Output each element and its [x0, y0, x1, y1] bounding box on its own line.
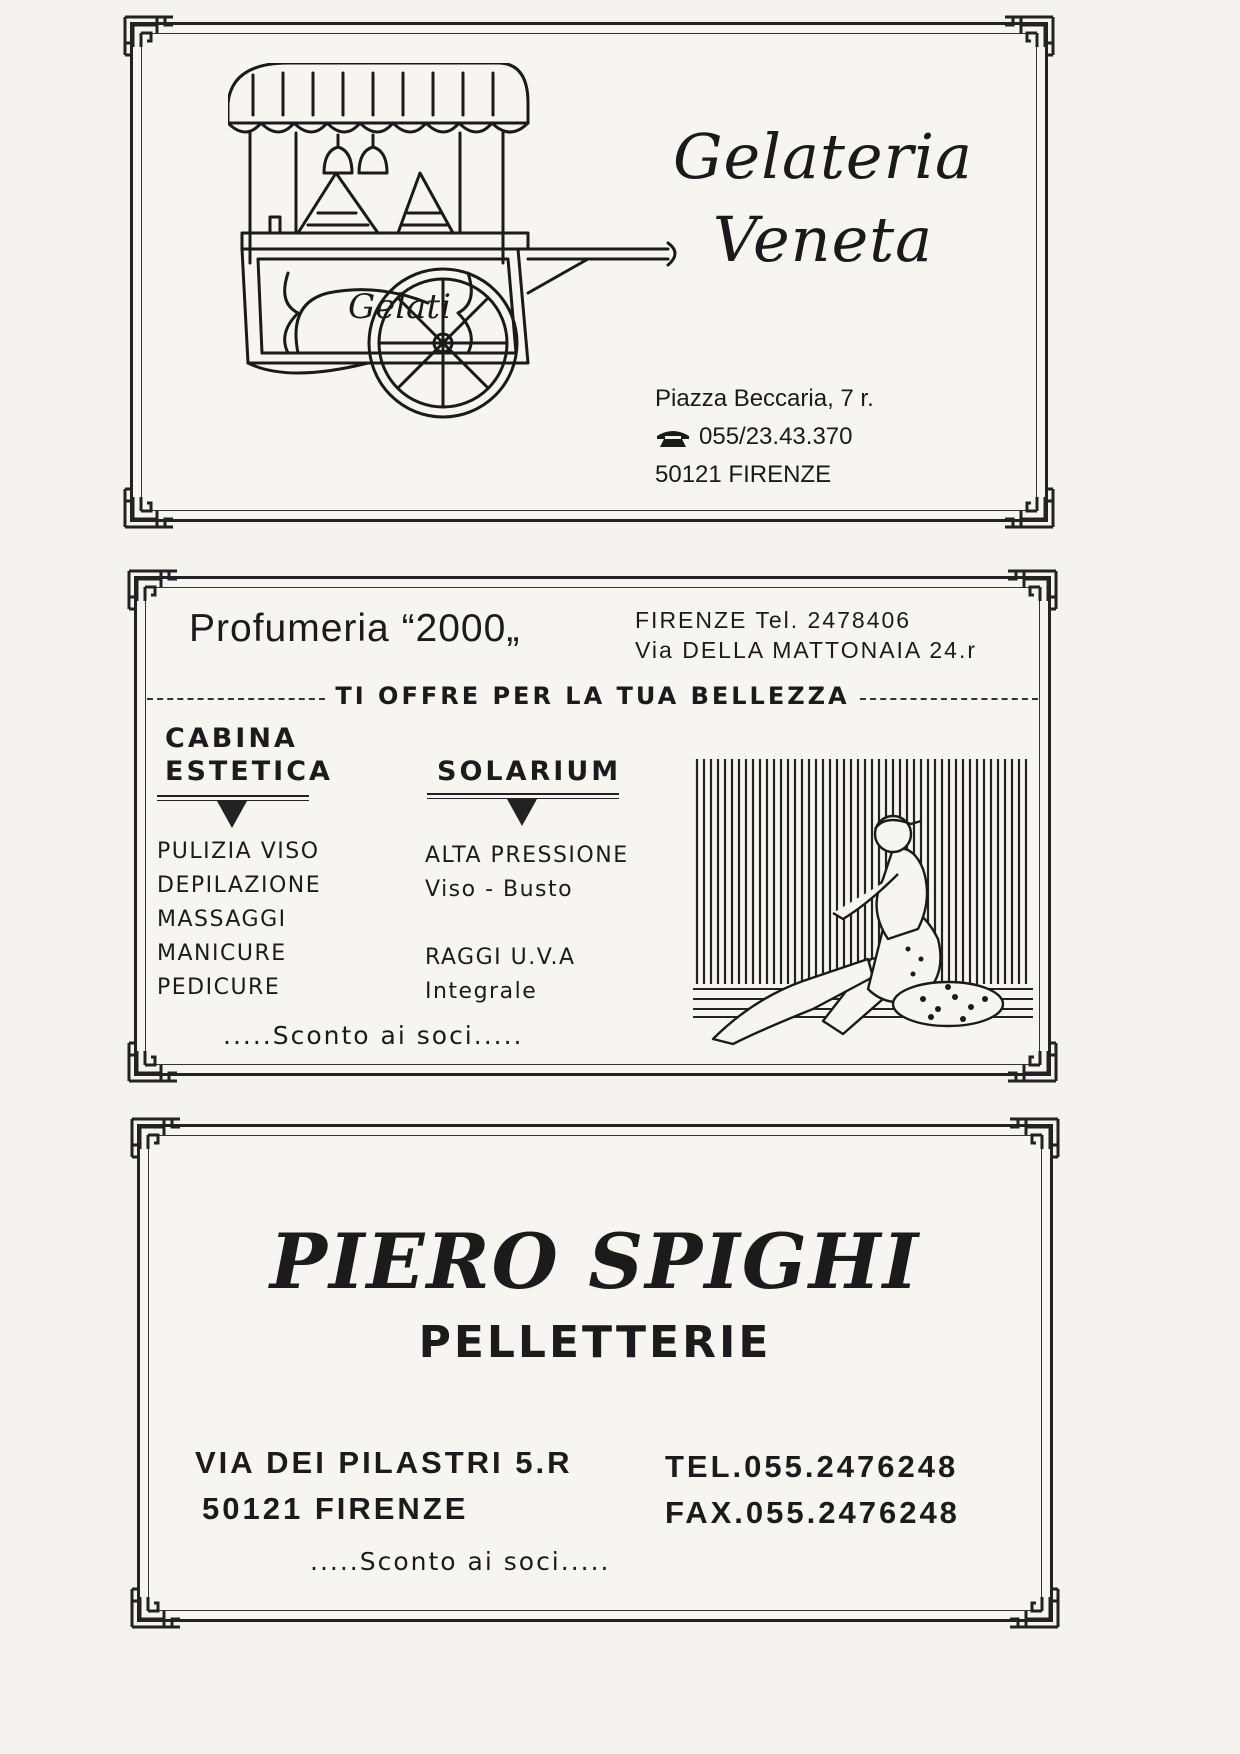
- triangle-down-icon: [507, 799, 537, 826]
- greek-key-corner-icon: [1001, 485, 1057, 531]
- sunbathing-woman-icon: [693, 759, 1033, 1049]
- list-item: [425, 907, 629, 941]
- cabina-estetica-heading: CABINA ESTETICA: [165, 723, 333, 787]
- list-item: PULIZIA VISO: [157, 839, 320, 864]
- cabina-services-list: [157, 835, 321, 1005]
- list-item: MANICURE: [157, 941, 287, 966]
- gelateria-name-line2: Veneta: [712, 203, 934, 276]
- solarium-heading: SOLARIUM: [437, 756, 622, 787]
- profumeria-2000-ad: [134, 576, 1051, 1076]
- greek-key-corner-icon: [1001, 13, 1057, 59]
- list-item: Integrale: [425, 979, 538, 1004]
- greek-key-corner-icon: [125, 567, 181, 613]
- cart-label: Gelati: [348, 287, 451, 327]
- dashed-divider: [860, 698, 1038, 700]
- dashed-divider: [147, 698, 325, 700]
- list-item: Viso - Busto: [425, 877, 574, 902]
- greek-key-corner-icon: [125, 1039, 181, 1085]
- profumeria-street: Via DELLA MATTONAIA 24.r: [635, 637, 978, 663]
- pelletterie-street: VIA DEI PILASTRI 5.R: [195, 1445, 573, 1480]
- profumeria-name: Profumeria “2000„: [189, 607, 521, 650]
- gelateria-phone: 055/23.43.370: [699, 423, 853, 450]
- heading-rule: [427, 793, 619, 795]
- heading-rule: [157, 795, 309, 797]
- pelletterie-subtitle: PELLETTERIE: [418, 1317, 772, 1368]
- greek-key-corner-icon: [128, 1585, 184, 1631]
- gelateria-veneta-ad: [130, 22, 1048, 522]
- list-item: MASSAGGI: [157, 907, 287, 932]
- greek-key-corner-icon: [1006, 1585, 1062, 1631]
- list-item: PEDICURE: [157, 975, 281, 1000]
- greek-key-corner-icon: [1004, 567, 1060, 613]
- list-item: ALTA PRESSIONE: [425, 843, 629, 868]
- gelateria-name-line1: Gelateria: [672, 120, 974, 193]
- tagline-row: [147, 681, 1038, 711]
- pelletterie-city: 50121 FIRENZE: [202, 1491, 469, 1526]
- triangle-down-icon: [217, 801, 247, 828]
- greek-key-corner-icon: [121, 13, 177, 59]
- piero-spighi-name: PIERO SPIGHI: [269, 1217, 921, 1306]
- pelletterie-fax: FAX.055.2476248: [665, 1495, 960, 1530]
- gelateria-city: 50121 FIRENZE: [655, 461, 832, 488]
- piero-spighi-ad: [137, 1124, 1053, 1622]
- solarium-services-list: [425, 839, 629, 1009]
- profumeria-discount: .....Sconto ai soci.....: [223, 1021, 524, 1050]
- gelateria-address: Piazza Beccaria, 7 r.: [655, 385, 874, 412]
- list-item: DEPILAZIONE: [157, 873, 322, 898]
- gelateria-phone-row: [655, 423, 852, 451]
- pelletterie-discount: .....Sconto ai soci.....: [310, 1547, 611, 1576]
- telephone-icon: [655, 428, 691, 448]
- greek-key-corner-icon: [121, 485, 177, 531]
- greek-key-corner-icon: [128, 1115, 184, 1161]
- list-item: RAGGI U.V.A: [425, 945, 576, 970]
- profumeria-city-tel: FIRENZE Tel. 2478406: [635, 607, 912, 633]
- profumeria-tagline: TI OFFRE PER LA TUA BELLEZZA: [335, 682, 850, 710]
- ad-inner-border: [148, 1135, 1042, 1611]
- greek-key-corner-icon: [1006, 1115, 1062, 1161]
- pelletterie-tel: TEL.055.2476248: [665, 1449, 959, 1484]
